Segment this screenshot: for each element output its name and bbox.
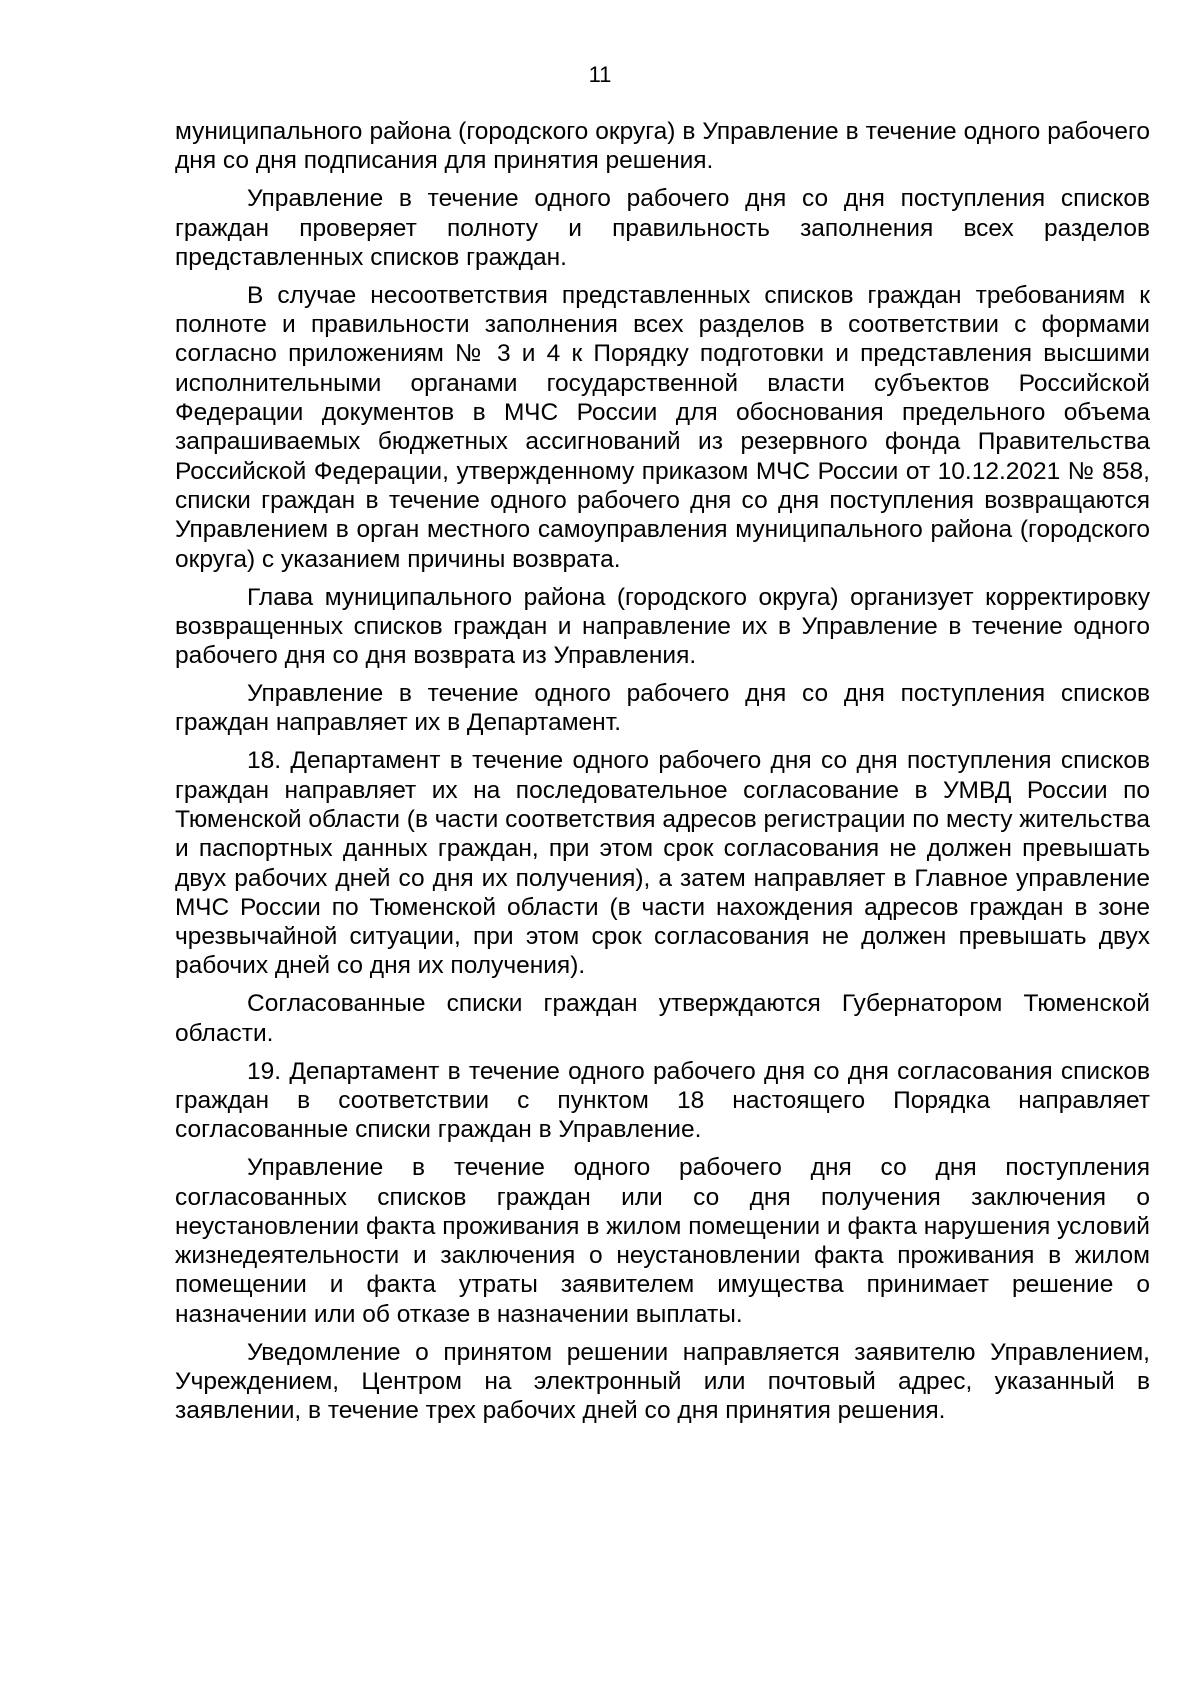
paragraph: Управление в течение одного рабочего дня со дня поступления согласованных списков граждан или со дня получения заключения о неустановлении факта проживания в жилом помещении и факта нарушения условий жизнедеятельности и заключения о неустановлении факта проживания в жилом помещении и факта утраты заявителем имущества принимает решение о назначении или об отказе в назначении выплаты. — [175, 1154, 1150, 1328]
page-number: 11 — [588, 62, 612, 87]
paragraph-continuation: муниципального района (городского округа) в Управление в течение одного рабочего дня со дня подписания для принятия решения. — [175, 118, 1150, 175]
paragraph: Управление в течение одного рабочего дня со дня поступления списков граждан проверяет полноту и правильность заполнения всех разделов представленных списков граждан. — [175, 185, 1150, 271]
paragraph: Согласованные списки граждан утверждаются Губернатором Тюменской области. — [175, 990, 1150, 1047]
paragraph: В случае несоответствия представленных списков граждан требованиям к полноте и правильности заполнения всех разделов в соответствии с формами согласно приложениям № 3 и 4 к Порядку подготовки и представления высшими исполнительными органами государственной власти субъектов Российской Федерации документов в МЧС России для обоснования предельного объема запрашиваемых бюджетных ассигнований из резервного фонда Правительства Российской Федерации, утвержденному приказом МЧС России от 10.12.2021 № 858, списки граждан в течение одного рабочего дня со дня поступления возвращаются Управлением в орган местного самоуправления муниципального района (городского округа) с указанием причины возврата. — [175, 281, 1150, 573]
paragraph: Глава муниципального района (городского округа) организует корректировку возвращенных списков граждан и направление их в Управление в течение одного рабочего дня со дня возврата из Управления. — [175, 583, 1150, 670]
paragraph: Уведомление о принятом решении направляется заявителю Управлением, Учреждением, Центром на электронный или почтовый адрес, указанный в заявлении, в течение трех рабочих дней со дня принятия решения. — [175, 1338, 1150, 1425]
paragraph-item-19: 19. Департамент в течение одного рабочего дня со дня согласования списков граждан в соответствии с пунктом 18 настоящего Порядка направляет согласованные списки граждан в Управление. — [175, 1057, 1150, 1144]
document-body — [175, 117, 1150, 1434]
paragraph-item-18: 18. Департамент в течение одного рабочего дня со дня поступления списков граждан направляет их на последовательное согласование в УМВД России по Тюменской области (в части соответствия адресов регистрации по месту жительства и паспортных данных граждан, при этом срок согласования не должен превышать двух рабочих дней со дня их получения), а затем направляет в Главное управление МЧС России по Тюменской области (в части нахождения адресов граждан в зоне чрезвычайной ситуации, при этом срок согласования не должен превышать двух рабочих дней со дня их получения). — [175, 747, 1150, 980]
paragraph: Управление в течение одного рабочего дня со дня поступления списков граждан направляет их в Департамент. — [175, 680, 1150, 737]
